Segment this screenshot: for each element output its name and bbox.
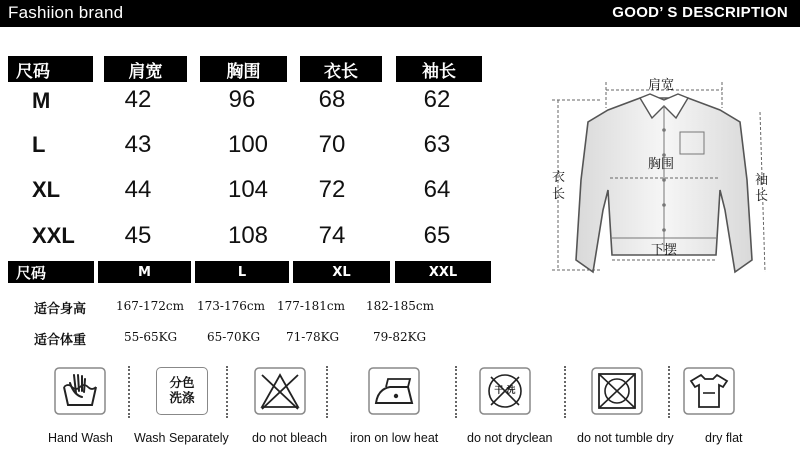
size-label-m: M <box>32 88 51 113</box>
care-divider <box>564 366 566 418</box>
fit-height-value: 182-185cm <box>366 299 434 313</box>
fit-weight-value: 55-65KG <box>124 330 178 344</box>
sleeve-diagram-label-top: 袖 <box>755 173 769 188</box>
chest-value: 108 <box>227 222 269 249</box>
care-label-do-not-dryclean: do not dryclean <box>467 431 553 445</box>
fit-height-value: 167-172cm <box>116 299 184 313</box>
care-label-dry-flat: dry flat <box>705 431 743 445</box>
care-label-do-not-tumble-dry: do not tumble dry <box>577 431 674 445</box>
hand-wash-icon <box>54 367 106 415</box>
size-label-xxl: XXL <box>32 223 75 248</box>
dryclean-icon-text: 干 洗 <box>494 386 516 396</box>
shoulder-value: 43 <box>124 131 152 158</box>
separately-icon-text-top: 分色 <box>169 375 195 390</box>
fit-size-m: M <box>98 261 191 283</box>
sleeve-diagram-label-bottom: 长 <box>755 189 769 204</box>
fit-size-xl: XL <box>293 261 390 283</box>
fit-height-value: 173-176cm <box>197 299 265 313</box>
length-value: 70 <box>318 131 346 158</box>
sleeve-value: 62 <box>423 86 451 113</box>
length-value: 68 <box>318 86 346 113</box>
shoulder-column-header: 肩宽 <box>104 56 187 82</box>
length-value: 74 <box>318 222 346 249</box>
care-label-iron-low-heat: iron on low heat <box>350 431 439 445</box>
do-not-tumble-dry-icon <box>591 367 643 415</box>
chest-diagram-label: 胸围 <box>648 157 675 172</box>
size-label-xl: XL <box>32 177 61 202</box>
fit-height-value: 177-181cm <box>277 299 345 313</box>
sleeve-value: 63 <box>423 131 451 158</box>
do-not-dryclean-icon <box>479 367 531 415</box>
fit-weight-label: 适合体重 <box>34 333 87 348</box>
shoulder-value: 45 <box>124 222 152 249</box>
care-divider <box>668 366 670 418</box>
chest-value: 100 <box>227 131 269 158</box>
fit-weight-value: 71-78KG <box>286 330 340 344</box>
care-divider <box>455 366 457 418</box>
shoulder-value: 44 <box>124 176 152 203</box>
care-divider <box>128 366 130 418</box>
dry-flat-icon <box>683 367 735 415</box>
goods-description-title: GOOD’ S DESCRIPTION <box>612 4 788 21</box>
hem-diagram-label: 下摆 <box>651 243 678 258</box>
chest-column-header: 胸围 <box>200 56 287 82</box>
chest-value: 96 <box>228 86 256 113</box>
care-divider <box>226 366 228 418</box>
fit-size-header: 尺码 <box>8 261 94 283</box>
length-diagram-label-bottom: 长 <box>552 187 566 202</box>
do-not-bleach-icon <box>254 367 306 415</box>
sleeve-value: 65 <box>423 222 451 249</box>
separately-icon-text-bottom: 洗涤 <box>169 390 195 405</box>
care-label-hand-wash: Hand Wash <box>48 431 113 445</box>
care-label-do-not-bleach: do not bleach <box>252 431 328 445</box>
length-diagram-label-top: 衣 <box>552 170 566 185</box>
length-column-header: 衣长 <box>300 56 382 82</box>
size-column-header: 尺码 <box>8 56 93 82</box>
length-value: 72 <box>318 176 346 203</box>
fit-height-label: 适合身高 <box>34 302 87 317</box>
brand-name: Fashiion brand <box>8 3 124 22</box>
fit-size-xxl: XXL <box>395 261 491 283</box>
sleeve-column-header: 袖长 <box>396 56 482 82</box>
wash-separately-icon <box>156 367 208 415</box>
fit-weight-value: 79-82KG <box>373 330 427 344</box>
iron-low-heat-icon <box>368 367 420 415</box>
sleeve-value: 64 <box>423 176 451 203</box>
shoulder-value: 42 <box>124 86 152 113</box>
care-label-wash-separately: Wash Separately <box>134 431 229 445</box>
fit-weight-value: 65-70KG <box>207 330 261 344</box>
shoulder-diagram-label: 肩宽 <box>648 78 675 93</box>
fit-size-l: L <box>195 261 289 283</box>
size-label-l: L <box>32 132 46 157</box>
care-divider <box>326 366 328 418</box>
chest-value: 104 <box>227 176 269 203</box>
